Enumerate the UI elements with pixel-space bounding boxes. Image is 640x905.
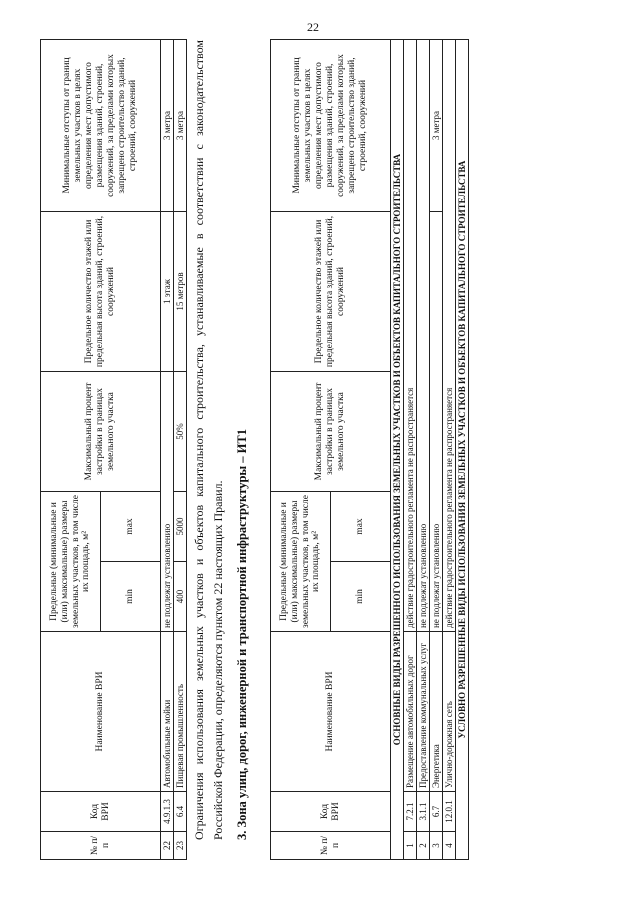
- col-setback-header: Минимальные отступы от границ земельных участков в целях определения мест допустимого размещения зданий, строений, сооружений, за пределами которых запрещено строительство зданий, строений, сооружений: [41, 40, 161, 212]
- zone-it1-table: [270, 39, 469, 860]
- row-floors: 1 этаж: [161, 212, 174, 372]
- rotated-content: [40, 40, 600, 860]
- col-code-header: Код ВРИ: [271, 792, 391, 832]
- col-floors-header: Предельное количество этажей или предельная высота зданий, строений, сооружений: [271, 212, 391, 372]
- col-name-header: Наименование ВРИ: [271, 632, 391, 792]
- col-min-header: min: [331, 562, 391, 632]
- zone-heading: 3. Зона улиц, дорог, инженерной и транспортной инфраструктуры – ИТ1: [235, 429, 249, 840]
- col-percent-header: Максимальный процент застройки в границах земельного участка: [41, 372, 161, 492]
- row-code: 6.4: [174, 792, 187, 832]
- row-code: 12.0.1: [443, 792, 456, 832]
- regulations-table-continued: [40, 39, 187, 860]
- col-num-header: № п/п: [271, 832, 391, 860]
- table-row: [430, 40, 443, 860]
- row-max: 5000: [174, 492, 187, 562]
- col-min-header: min: [101, 562, 161, 632]
- row-setback: 3 метра: [430, 40, 443, 212]
- restrictions-paragraph: Ограничения использования земельных участков и объектов капитального строительства, устанавливаемые в соответствии с законодательством Российской Федерации, определяются пунктом 22 настоящих Правил.: [192, 40, 225, 840]
- row-num: 4: [443, 832, 456, 860]
- row-num: 22: [161, 832, 174, 860]
- row-code: 6.7: [430, 792, 443, 832]
- table-row: [404, 40, 417, 860]
- table-row: [174, 40, 187, 860]
- row-num: 2: [417, 832, 430, 860]
- section-conditional-label: УСЛОВНО РАЗРЕШЕННЫЕ ВИДЫ ИСПОЛЬЗОВАНИЯ ЗЕМЕЛЬНЫХ УЧАСТКОВ И ОБЪЕКТОВ КАПИТАЛЬНОГО СТРОИТЕЛЬСТВА: [456, 40, 469, 860]
- row-name: Пищевая промышленность: [174, 632, 187, 792]
- row-name: Размещение автомобильных дорог: [404, 632, 417, 792]
- row-num: 3: [430, 832, 443, 860]
- section-row-main: [391, 40, 404, 860]
- row-num: 23: [174, 832, 187, 860]
- col-name-header: Наименование ВРИ: [41, 632, 161, 792]
- row-name: Энергетика: [430, 632, 443, 792]
- row-merged: не подлежат установлению: [161, 372, 174, 632]
- row-setback: 3 метра: [174, 40, 187, 212]
- row-name: Предоставление коммунальных услуг: [417, 632, 430, 792]
- section-main-label: ОСНОВНЫЕ ВИДЫ РАЗРЕШЕННОГО ИСПОЛЬЗОВАНИЯ ЗЕМЕЛЬНЫХ УЧАСТКОВ И ОБЪЕКТОВ КАПИТАЛЬНОГО СТРОИТЕЛЬСТВА: [391, 40, 404, 860]
- col-size-header: Предельные (минимальные и (или) максимальные) размеры земельных участков, в том числе их площадь, м²: [41, 492, 101, 632]
- col-max-header: max: [331, 492, 391, 562]
- row-percent: 50%: [174, 372, 187, 492]
- row-min: 400: [174, 562, 187, 632]
- section-row-conditional: [456, 40, 469, 860]
- col-max-header: max: [101, 492, 161, 562]
- row-floors: 15 метров: [174, 212, 187, 372]
- col-percent-header: Максимальный процент застройки в границах земельного участка: [271, 372, 391, 492]
- row-merged: не подлежат установлению: [417, 40, 430, 632]
- row-code: 7.2.1: [404, 792, 417, 832]
- row-num: 1: [404, 832, 417, 860]
- row-merged: действие градостроительного регламента не распространяется: [404, 40, 417, 632]
- row-code: 4.9.1.3: [161, 792, 174, 832]
- row-code: 3.1.1: [417, 792, 430, 832]
- row-name: Улично-дорожная сеть: [443, 632, 456, 792]
- row-name: Автомобильные мойки: [161, 632, 174, 792]
- col-num-header: № п/п: [41, 832, 161, 860]
- col-setback-header: Минимальные отступы от границ земельных участков в целях определения мест допустимого размещения зданий, строений, сооружений, за пределами которых запрещено строительство зданий, строений, сооружений: [271, 40, 391, 212]
- table-row: [443, 40, 456, 860]
- col-size-header: Предельные (минимальные и (или) максимальные) размеры земельных участков, в том числе их площадь, м²: [271, 492, 331, 632]
- row-merged: действие градостроительного регламента не распространяется: [443, 40, 456, 632]
- col-floors-header: Предельное количество этажей или предельная высота зданий, строений, сооружений: [41, 212, 161, 372]
- table-row: [161, 40, 174, 860]
- col-code-header: Код ВРИ: [41, 792, 161, 832]
- row-merged: не подлежат установлению: [430, 212, 443, 632]
- row-setback: 3 метра: [161, 40, 174, 212]
- page-number: 22: [307, 20, 319, 34]
- table-row: [417, 40, 430, 860]
